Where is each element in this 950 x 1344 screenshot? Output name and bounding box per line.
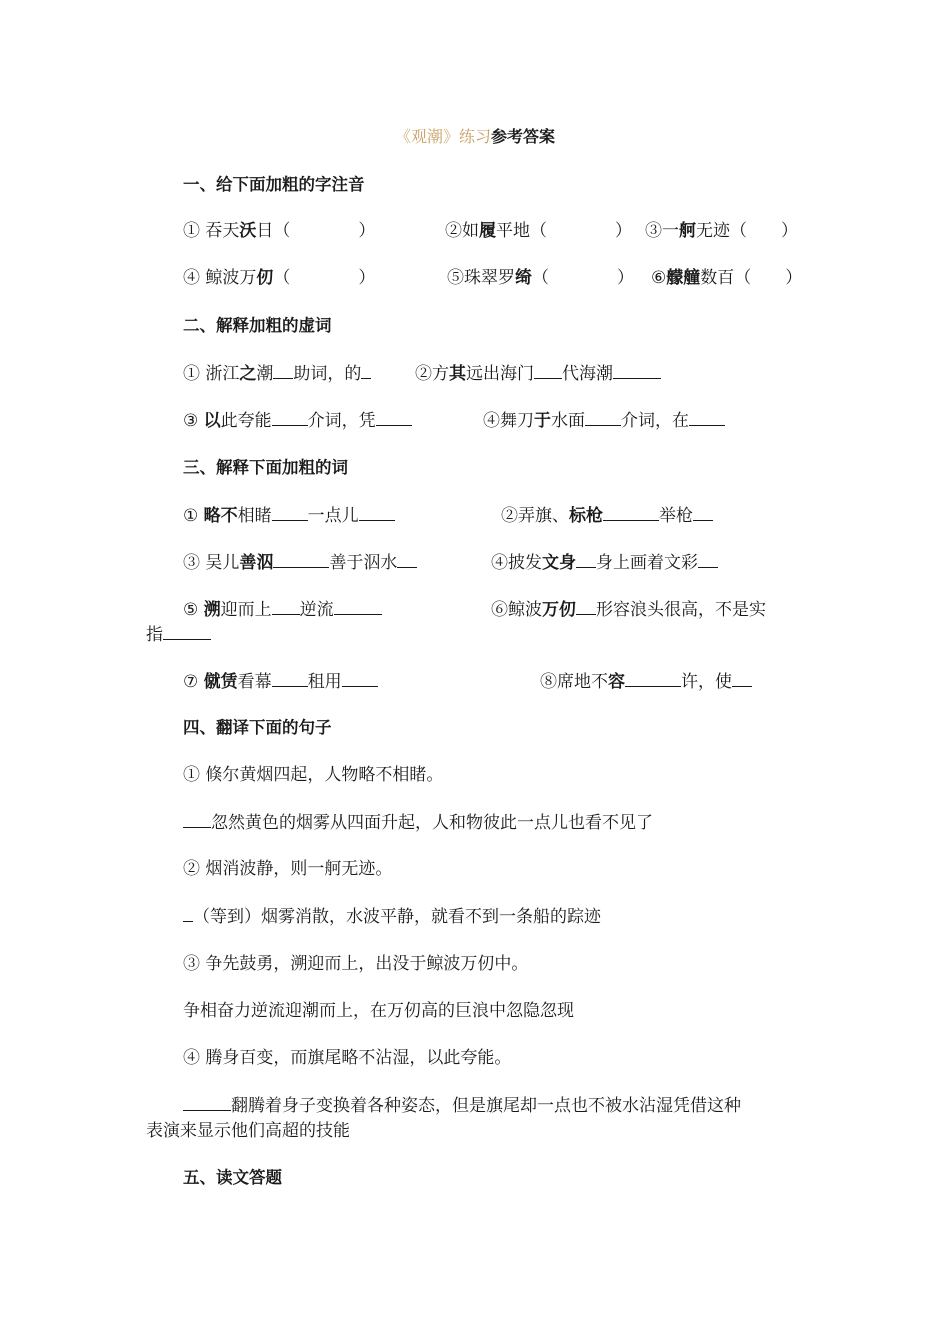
- s3-item-3: ③ 吴儿善泅 善于泅水: [183, 551, 417, 574]
- section-2-heading: 二、解释加粗的虚词: [183, 316, 332, 335]
- s1-item-4: ④ 鲸波万仞（ ）: [183, 268, 376, 288]
- s1-item-6: ⑥艨艟数百（ ）: [651, 268, 803, 288]
- section-5-heading: 五、读文答题: [183, 1168, 282, 1187]
- section-1-heading: 一、给下面加粗的字注音: [183, 175, 365, 194]
- s3-item-5: ⑤ 溯迎而上 逆流: [183, 598, 382, 621]
- s3-item-6-cont: 指: [146, 623, 211, 646]
- s3-item-6: ⑥鲸波万仞 形容浪头很高，不是实: [491, 600, 766, 620]
- s4-question-4: ④ 腾身百变，而旗尾略不沾湿，以此夸能。: [183, 1048, 512, 1068]
- s4-answer-4-cont: 表演来显示他们高超的技能: [146, 1121, 350, 1141]
- title-rest: 参考答案: [491, 127, 556, 146]
- s4-question-1: ① 倏尔黄烟四起，人物略不相睹。: [183, 765, 444, 785]
- s2-item-3: ③ 以此夸能 介词，凭: [183, 409, 412, 432]
- s4-question-3: ③ 争先鼓勇，溯迎而上，出没于鲸波万仞中。: [183, 954, 529, 974]
- s4-question-2: ② 烟消波静，则一舸无迹。: [183, 859, 393, 879]
- title-link[interactable]: 《观潮》练习: [394, 127, 491, 146]
- s4-answer-2: （等到）烟雾消散，水波平静，就看不到一条船的踪迹: [183, 905, 601, 928]
- section-4-heading: 四、翻译下面的句子: [183, 718, 332, 737]
- s3-item-2: ②弄旗、标枪 举枪: [501, 504, 713, 527]
- s1-item-2: ②如履平地（ ）: [445, 221, 632, 241]
- s2-item-4: ④舞刀于水面 介词，在: [483, 409, 725, 432]
- s4-answer-4: 翻腾着身子变换着各种姿态，但是旗尾却一点也不被水沾湿凭借这种: [183, 1094, 741, 1117]
- s4-answer-3: 争相奋力逆流迎潮而上，在万仞高的巨浪中忽隐忽现: [183, 1001, 574, 1021]
- s3-item-7: ⑦ 僦赁看幕 租用: [183, 670, 378, 693]
- s2-item-2: ②方其远出海门 代海潮: [415, 362, 661, 385]
- s1-item-3: ③一舸无迹（ ）: [645, 221, 798, 241]
- s1-item-1: ① 吞天沃日（ ）: [183, 221, 376, 241]
- s3-item-8: ⑧席地不容 许，使: [540, 670, 752, 693]
- section-3-heading: 三、解释下面加粗的词: [183, 458, 348, 477]
- s2-item-1: ① 浙江之潮 助词，的: [183, 362, 371, 385]
- s4-answer-1: 忽然黄色的烟雾从四面升起，人和物彼此一点儿也看不见了: [183, 811, 653, 834]
- s1-item-5: ⑤珠翠罗绮（ ）: [447, 268, 634, 288]
- s3-item-4: ④披发文身 身上画着文彩: [491, 551, 718, 574]
- page-title: [0, 126, 950, 148]
- s3-item-1: ① 略不相睹 一点儿: [183, 504, 395, 527]
